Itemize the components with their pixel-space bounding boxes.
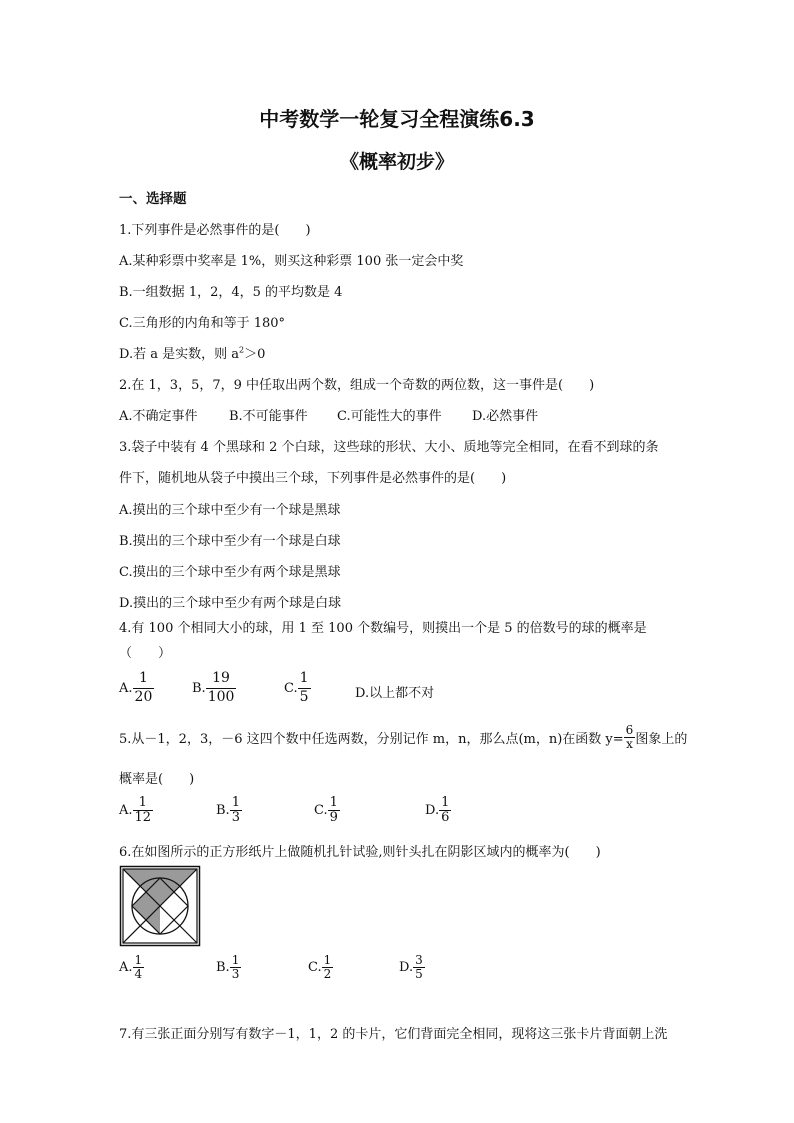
q6-a-denominator: 4 <box>134 966 143 981</box>
q4-option-b <box>192 670 236 706</box>
q4-b-denominator: 100 <box>207 688 235 705</box>
q5-stem-line2: 概率是( ) <box>119 772 195 787</box>
q4-c-denominator: 5 <box>299 688 309 705</box>
q6-b-label: B. <box>216 959 230 975</box>
q3-stem-line2: 件下，随机地从袋子中摸出三个球，下列事件是必然事件的是( ) <box>119 471 507 486</box>
q6-c-numerator: 1 <box>323 953 332 967</box>
q4-option-c <box>284 670 311 706</box>
q3-stem-line1: 3.袋子中装有 4 个黑球和 2 个白球，这些球的形状、大小、质地等完全相同，在看不到球的条 <box>119 440 659 455</box>
q3-option-a: A.摸出的三个球中至少有一个球是黑球 <box>119 503 341 518</box>
q2-option-c: C.可能性大的事件 <box>337 409 442 424</box>
q5-stem-text: 5.从－1，2，3，－6 这四个数中任选两数，分别记作 m，n，那么点(m，n)在函数 y= <box>119 731 624 747</box>
q5-d-label: D. <box>425 803 440 819</box>
q1-d-exponent: 2 <box>239 345 245 355</box>
q1-option-c: C.三角形的内角和等于 180° <box>119 316 286 331</box>
q6-c-label: C. <box>308 959 322 975</box>
q6-a-label: A. <box>119 959 133 975</box>
q5-option-d <box>425 796 451 826</box>
q5-stem-line1 <box>119 724 687 750</box>
q6-stem: 6.在如图所示的正方形纸片上做随机扎针试验,则针头扎在阴影区域内的概率为( ) <box>119 845 601 860</box>
q5-c-denominator: 9 <box>329 810 338 826</box>
q6-c-fraction <box>322 954 334 980</box>
q3-option-d: D.摸出的三个球中至少有两个球是白球 <box>119 596 342 611</box>
q4-a-denominator: 20 <box>134 688 153 705</box>
q7-stem: 7.有三张正面分别写有数字－1，1，2 的卡片，它们背面完全相同，现将这三张卡片背面朝上洗 <box>119 1027 668 1042</box>
q4-option-d: D.以上都不对 <box>355 686 435 701</box>
q5-a-numerator: 1 <box>138 795 147 810</box>
q6-b-denominator: 3 <box>231 966 240 981</box>
q1-option-b: B.一组数据 1，2，4，5 的平均数是 4 <box>119 285 343 300</box>
q6-d-numerator: 3 <box>415 953 423 967</box>
q2-option-a: A.不确定事件 <box>119 409 198 424</box>
q6-option-d <box>399 954 425 980</box>
q4-a-label: A. <box>119 680 133 696</box>
q6-option-a <box>119 954 144 980</box>
q5-d-fraction <box>439 796 451 826</box>
q5-b-label: B. <box>216 803 230 819</box>
q4-stem-line1: 4.有 100 个相同大小的球，用 1 至 100 个数编号，则摸出一个是 5 的倍数号的球的概率是 <box>119 621 647 636</box>
q6-d-fraction <box>413 954 425 980</box>
q4-b-fraction <box>206 670 237 706</box>
q4-a-numerator: 1 <box>138 670 148 686</box>
q5-function-numerator: 6 <box>625 723 634 737</box>
q5-b-numerator: 1 <box>231 795 240 810</box>
q5-c-numerator: 1 <box>329 795 338 810</box>
q5-c-fraction <box>328 796 340 826</box>
q2-stem: 2.在 1，3，5，7，9 中任取出两个数，组成一个奇数的两位数，这一事件是( ) <box>119 378 595 393</box>
q4-stem-line2: （ ） <box>119 646 172 661</box>
q6-b-numerator: 1 <box>231 953 240 967</box>
q6-b-fraction <box>230 954 242 980</box>
section-heading: 一、选择题 <box>119 191 187 207</box>
q4-c-numerator: 1 <box>299 670 309 686</box>
q5-function-denominator: x <box>624 737 636 751</box>
page-title: 中考数学一轮复习全程演练6.3 <box>259 107 535 131</box>
q3-option-b: B.摸出的三个球中至少有一个球是白球 <box>119 534 341 549</box>
q5-b-fraction <box>230 796 242 826</box>
q5-a-label: A. <box>119 803 133 819</box>
q1-d-text: D.若 a 是实数，则 a <box>119 347 239 362</box>
q4-b-label: B. <box>192 680 206 696</box>
q4-c-label: C. <box>284 680 298 696</box>
q1-d-tail: ＞0 <box>244 347 266 362</box>
q1-stem: 1.下列事件是必然事件的是( ) <box>119 223 311 238</box>
q4-c-fraction <box>298 670 311 706</box>
square-circle-figure <box>119 865 201 947</box>
q2-option-b: B.不可能事件 <box>229 409 308 424</box>
q5-d-denominator: 6 <box>441 810 450 826</box>
q5-function-fraction <box>624 724 636 750</box>
q3-option-c: C.摸出的三个球中至少有两个球是黑球 <box>119 565 341 580</box>
q5-c-label: C. <box>314 803 328 819</box>
q5-option-a <box>119 796 153 826</box>
q1-option-d <box>119 343 265 362</box>
q4-option-a <box>119 670 154 706</box>
q2-option-d: D.必然事件 <box>472 409 539 424</box>
q4-a-fraction <box>133 670 155 706</box>
q6-a-fraction <box>133 954 145 980</box>
q5-a-fraction <box>133 796 154 826</box>
q4-b-numerator: 19 <box>212 670 230 686</box>
q5-b-denominator: 3 <box>231 810 240 826</box>
q6-a-numerator: 1 <box>134 953 143 967</box>
q6-d-denominator: 5 <box>415 966 423 981</box>
page-subtitle: 《概率初步》 <box>339 151 454 173</box>
q5-stem-tail: 图象上的 <box>635 731 688 747</box>
q5-option-b <box>216 796 242 826</box>
q5-d-numerator: 1 <box>441 795 450 810</box>
q6-option-c <box>308 954 333 980</box>
q6-option-b <box>216 954 241 980</box>
q1-option-a: A.某种彩票中奖率是 1%，则买这种彩票 100 张一定会中奖 <box>119 254 464 269</box>
q5-option-c <box>314 796 340 826</box>
q5-a-denominator: 12 <box>134 810 152 826</box>
q6-c-denominator: 2 <box>323 966 332 981</box>
q6-d-label: D. <box>399 959 414 975</box>
